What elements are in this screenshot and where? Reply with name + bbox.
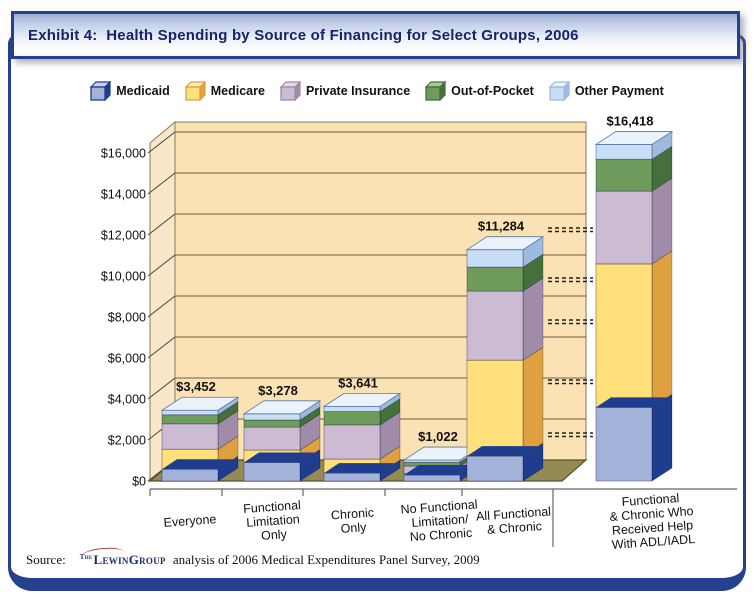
logo-main: LewinGroup [93,552,166,567]
bar-segment-medicaid [244,462,300,481]
category-label-everyone [163,512,217,530]
bar-segment-out-of-pocket [162,415,218,424]
bar-all-functional-chronic [467,219,543,481]
legend-label: Medicare [210,84,265,98]
y-axis-label: $12,000 [100,228,146,243]
bar-segment-side-private-insurance [523,278,543,360]
bar-segment-side-medicaid [652,394,672,481]
bar-segment-other-payment [324,406,380,411]
category-label-line: & Chronic Who [609,504,694,524]
category-label-line: Limitation [245,512,301,530]
bar-segment-medicaid [162,469,218,481]
bar-segment-other-payment [162,410,218,415]
y-axis-label: $6,000 [107,351,146,366]
category-label-line: Chronic [330,505,375,523]
bar-segment-medicaid [404,475,460,481]
category-label-line: Received Help [611,518,694,538]
category-label-line: Only [340,520,367,536]
category-label-line: No Functional [400,497,478,517]
bar-segment-out-of-pocket [596,159,652,191]
category-label-line: Only [260,527,288,543]
category-label-chronic-only [331,506,376,537]
category-label-line: & Chronic [486,519,543,537]
bar-segment-medicaid [467,456,523,481]
bar-segment-out-of-pocket [244,420,300,427]
category-label-line: Functional [621,491,680,510]
bar-total-label: $3,278 [258,382,298,398]
exhibit-title: Exhibit 4: Health Spending by Source of Financing for Select Groups, 2006 [28,26,579,44]
y-axis-label: $14,000 [100,187,146,202]
lewin-group-logo [80,552,166,568]
bar-functional-chronic-who-received-help-with-adl-iadl [596,113,672,481]
category-label-functional-chronic-who-received-help-with-adl-iadl [608,490,696,552]
legend-label: Out-of-Pocket [451,84,534,98]
y-axis-label: $2,000 [107,433,146,448]
bar-segment-other-payment [244,414,300,420]
bar-segment-side-medicare [523,347,543,456]
bar-segment-side-medicare [652,251,672,408]
category-label-line: Limitation/ [411,512,469,530]
logo-the: The [79,552,93,561]
bar-total-label: $16,418 [606,113,654,129]
bar-segment-medicaid [596,407,652,481]
source-text: analysis of 2006 Medical Expenditures Panel Survey, 2009 [172,552,480,567]
category-label-line: Functional [242,498,302,517]
category-label-functional-limitation-only [243,498,303,544]
bar-segment-private-insurance [162,424,218,449]
bar-total-label: $3,641 [338,375,378,391]
bar-segment-private-insurance [324,425,380,459]
category-label-line: No Chronic [409,525,473,545]
bar-total-label: $11,284 [477,218,525,234]
y-axis-label: $4,000 [107,392,146,407]
y-axis-label: $16,000 [100,146,146,161]
bar-segment-medicaid [324,473,380,481]
bar-segment-private-insurance [467,291,523,360]
bar-segment-private-insurance [596,191,652,264]
bar-segment-other-payment [467,250,523,267]
bar-segment-side-private-insurance [652,178,672,264]
category-label-line: Everyone [163,512,217,530]
bar-segment-medicare [596,264,652,408]
bar-segment-private-insurance [244,427,300,450]
bar-segment-medicare [467,360,523,456]
legend-label: Medicaid [116,84,170,98]
source-label: Source: [26,552,66,567]
source-line [26,552,480,568]
y-axis-label: $10,000 [100,269,146,284]
legend-label: Other Payment [574,84,664,98]
category-label-all-functional-chronic [476,504,553,537]
category-label-no-functional-limitation-no-chronic [400,497,480,544]
bar-segment-out-of-pocket [324,412,380,425]
bar-segment-other-payment [596,144,652,159]
category-label-line: All Functional [475,504,552,524]
y-axis-label: $8,000 [107,310,146,325]
legend-label: Private Insurance [305,84,411,98]
bar-total-label: $3,452 [176,379,216,395]
category-label-line: With ADL/IADL [611,532,696,552]
bar-total-label: $1,022 [418,429,458,445]
bar-segment-out-of-pocket [467,267,523,291]
y-axis-label: $0 [132,474,146,489]
